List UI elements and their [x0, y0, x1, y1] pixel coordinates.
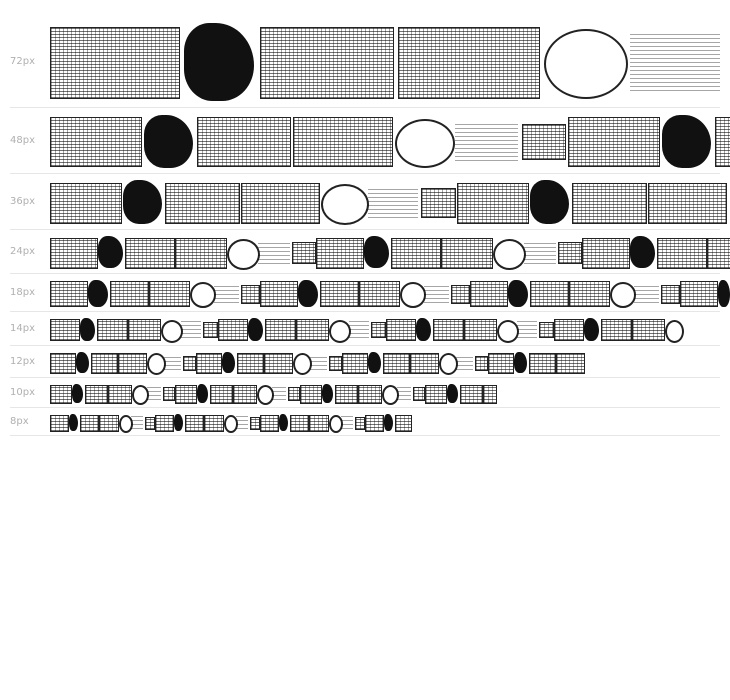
- calligraphy-glyph: [630, 34, 720, 91]
- calligraphy-glyph: [279, 414, 288, 431]
- calligraphy-glyph: [355, 417, 365, 430]
- calligraphy-glyph: [147, 386, 161, 400]
- calligraphy-glyph: [197, 384, 208, 403]
- size-row-24px: [0, 234, 730, 274]
- calligraphy-glyph: [290, 415, 309, 432]
- size-label: 72px: [10, 56, 35, 67]
- row-divider: [10, 273, 720, 274]
- calligraphy-glyph: [265, 319, 296, 341]
- calligraphy-glyph: [155, 415, 174, 432]
- calligraphy-glyph: [341, 416, 353, 429]
- size-row-8px: [0, 412, 730, 436]
- size-label: 12px: [10, 356, 35, 367]
- calligraphy-glyph: [632, 319, 665, 341]
- size-row-18px: [0, 278, 730, 312]
- calligraphy-glyph: [99, 415, 119, 432]
- calligraphy-glyph: [241, 285, 260, 304]
- calligraphy-glyph: [250, 417, 260, 430]
- calligraphy-glyph: [97, 319, 128, 341]
- calligraphy-glyph: [210, 385, 233, 404]
- calligraphy-glyph: [50, 281, 88, 307]
- calligraphy-glyph: [322, 384, 333, 403]
- calligraphy-glyph: [50, 353, 76, 374]
- calligraphy-glyph: [118, 353, 147, 374]
- calligraphy-glyph: [144, 115, 193, 168]
- calligraphy-glyph: [50, 238, 98, 269]
- calligraphy-glyph: [335, 385, 358, 404]
- calligraphy-glyph: [163, 387, 175, 401]
- calligraphy-glyph: [214, 283, 239, 303]
- calligraphy-glyph: [165, 183, 240, 224]
- calligraphy-glyph: [447, 384, 458, 403]
- calligraphy-glyph: [457, 183, 529, 224]
- calligraphy-glyph: [569, 281, 610, 307]
- calligraphy-glyph: [149, 281, 190, 307]
- calligraphy-glyph: [384, 414, 393, 431]
- calligraphy-glyph: [508, 280, 528, 307]
- size-label: 48px: [10, 135, 35, 146]
- specimen-strip: [50, 178, 730, 230]
- calligraphy-glyph: [298, 280, 318, 307]
- calligraphy-glyph: [424, 283, 449, 303]
- specimen-strip: [50, 382, 730, 408]
- size-label: 8px: [10, 416, 29, 427]
- size-label: 24px: [10, 246, 35, 257]
- calligraphy-glyph: [197, 117, 291, 167]
- calligraphy-glyph: [425, 385, 447, 404]
- calligraphy-glyph: [395, 119, 455, 168]
- calligraphy-glyph: [371, 322, 386, 338]
- calligraphy-glyph: [204, 415, 224, 432]
- calligraphy-glyph: [227, 239, 260, 270]
- calligraphy-glyph: [456, 355, 473, 370]
- calligraphy-glyph: [395, 415, 412, 432]
- calligraphy-glyph: [108, 385, 132, 404]
- size-label: 18px: [10, 287, 35, 298]
- row-divider: [10, 345, 720, 346]
- calligraphy-glyph: [497, 320, 519, 343]
- calligraphy-glyph: [110, 281, 149, 307]
- size-row-12px: [0, 350, 730, 378]
- calligraphy-glyph: [80, 415, 99, 432]
- calligraphy-glyph: [657, 238, 707, 269]
- calligraphy-glyph: [441, 238, 493, 269]
- calligraphy-glyph: [50, 117, 142, 167]
- specimen-strip: [50, 20, 730, 108]
- calligraphy-glyph: [260, 415, 279, 432]
- calligraphy-glyph: [123, 180, 162, 224]
- calligraphy-glyph: [483, 385, 497, 404]
- calligraphy-glyph: [321, 184, 369, 225]
- specimen-strip: [50, 278, 730, 312]
- specimen-strip: [50, 234, 730, 274]
- calligraphy-glyph: [610, 282, 636, 308]
- calligraphy-glyph: [368, 186, 418, 218]
- calligraphy-glyph: [175, 385, 197, 404]
- size-row-36px: [0, 178, 730, 230]
- calligraphy-glyph: [222, 352, 235, 373]
- calligraphy-glyph: [359, 281, 400, 307]
- calligraphy-glyph: [601, 319, 632, 341]
- calligraphy-glyph: [190, 282, 216, 308]
- calligraphy-glyph: [184, 23, 254, 101]
- calligraphy-glyph: [69, 414, 78, 431]
- calligraphy-glyph: [329, 356, 342, 371]
- calligraphy-glyph: [358, 385, 382, 404]
- calligraphy-glyph: [241, 183, 320, 224]
- calligraphy-glyph: [397, 386, 411, 400]
- calligraphy-glyph: [145, 417, 155, 430]
- calligraphy-glyph: [88, 280, 108, 307]
- calligraphy-glyph: [662, 115, 711, 168]
- calligraphy-glyph: [181, 321, 201, 338]
- calligraphy-glyph: [522, 124, 566, 160]
- calligraphy-glyph: [260, 27, 394, 99]
- calligraphy-glyph: [556, 353, 585, 374]
- calligraphy-glyph: [260, 281, 298, 307]
- row-divider: [10, 107, 720, 108]
- calligraphy-glyph: [248, 318, 263, 341]
- calligraphy-glyph: [342, 353, 368, 374]
- calligraphy-glyph: [258, 240, 290, 264]
- calligraphy-glyph: [451, 285, 470, 304]
- calligraphy-glyph: [433, 319, 464, 341]
- calligraphy-glyph: [530, 180, 569, 224]
- calligraphy-glyph: [544, 29, 628, 99]
- calligraphy-glyph: [514, 352, 527, 373]
- calligraphy-glyph: [272, 386, 286, 400]
- calligraphy-glyph: [128, 319, 161, 341]
- calligraphy-glyph: [292, 242, 316, 264]
- calligraphy-glyph: [185, 415, 204, 432]
- calligraphy-glyph: [715, 117, 730, 167]
- specimen-strip: [50, 350, 730, 378]
- calligraphy-glyph: [236, 416, 248, 429]
- calligraphy-glyph: [131, 416, 143, 429]
- size-label: 14px: [10, 323, 35, 334]
- calligraphy-glyph: [320, 281, 359, 307]
- calligraphy-glyph: [125, 238, 175, 269]
- calligraphy-glyph: [630, 236, 655, 268]
- calligraphy-glyph: [50, 385, 72, 404]
- calligraphy-glyph: [416, 318, 431, 341]
- calligraphy-glyph: [368, 352, 381, 373]
- calligraphy-glyph: [517, 321, 537, 338]
- size-label: 10px: [10, 387, 35, 398]
- calligraphy-glyph: [582, 238, 630, 269]
- calligraphy-glyph: [316, 238, 364, 269]
- calligraphy-glyph: [50, 27, 180, 99]
- calligraphy-glyph: [524, 240, 556, 264]
- calligraphy-glyph: [72, 384, 83, 403]
- calligraphy-glyph: [50, 319, 80, 341]
- calligraphy-glyph: [661, 285, 680, 304]
- calligraphy-glyph: [421, 188, 456, 218]
- calligraphy-glyph: [460, 385, 483, 404]
- calligraphy-glyph: [383, 353, 410, 374]
- calligraphy-glyph: [410, 353, 439, 374]
- calligraphy-glyph: [530, 281, 569, 307]
- calligraphy-glyph: [174, 414, 183, 431]
- specimen-strip: [50, 412, 730, 436]
- row-divider: [10, 311, 720, 312]
- specimen-strip: [50, 316, 730, 346]
- calligraphy-glyph: [288, 387, 300, 401]
- calligraphy-glyph: [413, 387, 425, 401]
- row-divider: [10, 173, 720, 174]
- calligraphy-glyph: [475, 356, 488, 371]
- calligraphy-glyph: [293, 117, 393, 167]
- calligraphy-glyph: [264, 353, 293, 374]
- size-row-14px: [0, 316, 730, 346]
- calligraphy-glyph: [310, 355, 327, 370]
- calligraphy-glyph: [400, 282, 426, 308]
- calligraphy-glyph: [161, 320, 183, 343]
- calligraphy-glyph: [233, 385, 257, 404]
- specimen-strip: [50, 112, 730, 174]
- calligraphy-glyph: [665, 320, 684, 343]
- calligraphy-glyph: [455, 122, 518, 161]
- row-divider: [10, 377, 720, 378]
- calligraphy-glyph: [398, 27, 540, 99]
- row-divider: [10, 435, 720, 436]
- calligraphy-glyph: [91, 353, 118, 374]
- calligraphy-glyph: [707, 238, 730, 269]
- calligraphy-glyph: [175, 238, 227, 269]
- calligraphy-glyph: [470, 281, 508, 307]
- calligraphy-glyph: [218, 319, 248, 341]
- calligraphy-glyph: [634, 283, 659, 303]
- size-label: 36px: [10, 196, 35, 207]
- calligraphy-glyph: [529, 353, 556, 374]
- calligraphy-glyph: [464, 319, 497, 341]
- size-row-72px: [0, 20, 730, 108]
- calligraphy-glyph: [76, 352, 89, 373]
- calligraphy-glyph: [50, 415, 69, 432]
- row-divider: [10, 229, 720, 230]
- calligraphy-glyph: [365, 415, 384, 432]
- size-row-48px: [0, 112, 730, 174]
- calligraphy-glyph: [203, 322, 218, 338]
- calligraphy-glyph: [164, 355, 181, 370]
- calligraphy-glyph: [488, 353, 514, 374]
- calligraphy-glyph: [572, 183, 647, 224]
- calligraphy-glyph: [386, 319, 416, 341]
- calligraphy-glyph: [584, 318, 599, 341]
- calligraphy-glyph: [493, 239, 526, 270]
- calligraphy-glyph: [300, 385, 322, 404]
- calligraphy-glyph: [680, 281, 718, 307]
- calligraphy-glyph: [196, 353, 222, 374]
- calligraphy-glyph: [648, 183, 727, 224]
- calligraphy-glyph: [558, 242, 582, 264]
- calligraphy-glyph: [568, 117, 660, 167]
- calligraphy-glyph: [80, 318, 95, 341]
- calligraphy-glyph: [85, 385, 108, 404]
- calligraphy-glyph: [309, 415, 329, 432]
- size-row-10px: [0, 382, 730, 408]
- row-divider: [10, 407, 720, 408]
- calligraphy-glyph: [364, 236, 389, 268]
- calligraphy-glyph: [391, 238, 441, 269]
- calligraphy-glyph: [296, 319, 329, 341]
- calligraphy-glyph: [237, 353, 264, 374]
- calligraphy-glyph: [329, 320, 351, 343]
- calligraphy-glyph: [554, 319, 584, 341]
- calligraphy-glyph: [718, 280, 730, 307]
- calligraphy-glyph: [349, 321, 369, 338]
- calligraphy-glyph: [98, 236, 123, 268]
- calligraphy-glyph: [183, 356, 196, 371]
- calligraphy-glyph: [50, 183, 122, 224]
- calligraphy-glyph: [539, 322, 554, 338]
